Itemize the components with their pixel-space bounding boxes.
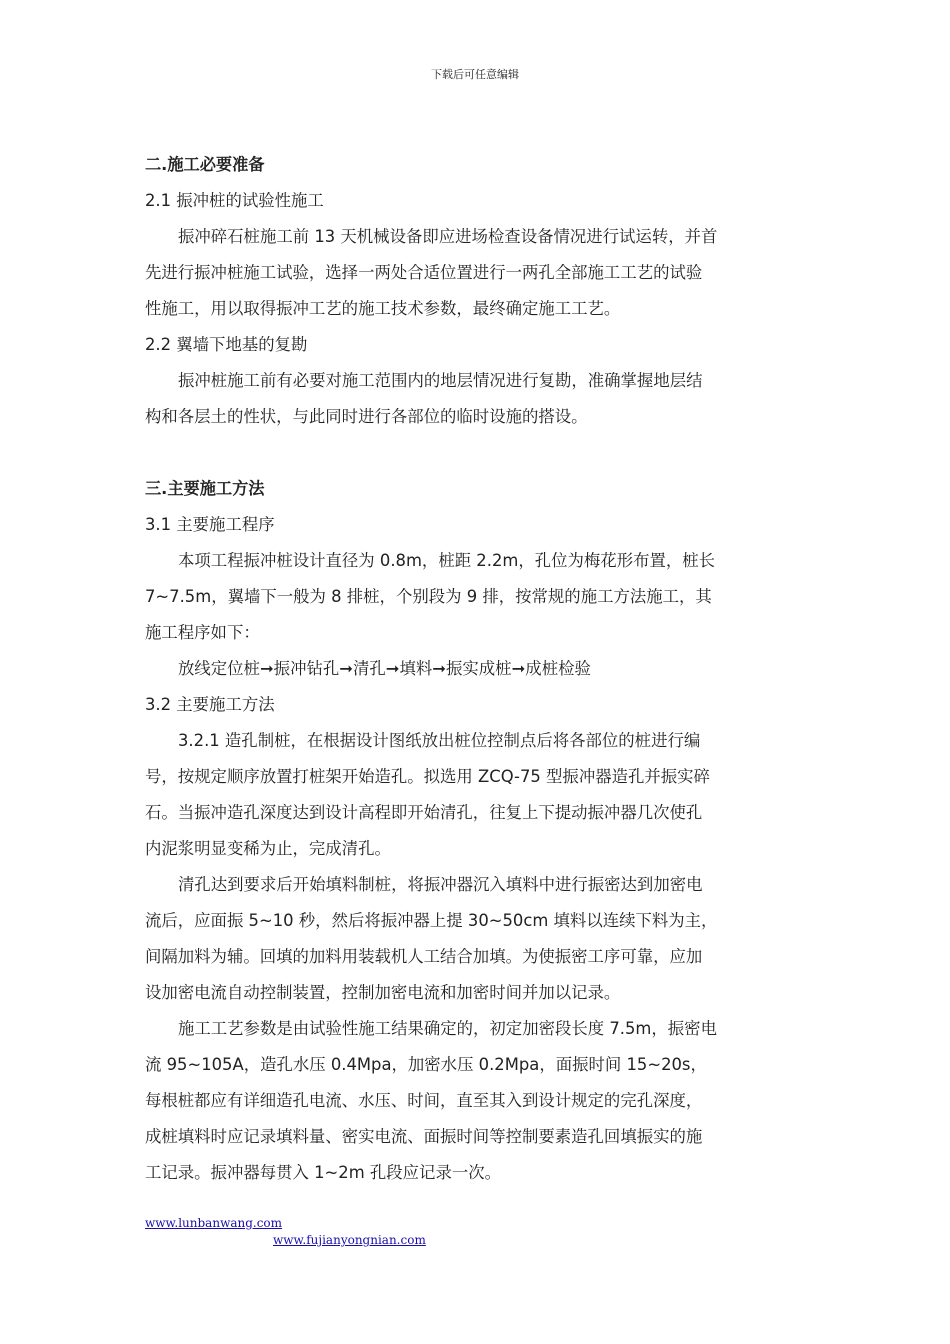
section-3-2-title: 3.2 主要施工方法: [145, 695, 275, 714]
paragraph-line: 7~7.5m，翼墙下一般为 8 排桩，个别段为 9 排，按常规的施工方法施工，其: [145, 587, 712, 606]
process-flow-line: 放线定位桩➞振冲钻孔➞清孔➞填料➞振实成桩➞成桩检验: [178, 659, 591, 678]
paragraph-line: 流后，应面振 5~10 秒，然后将振冲器上提 30~50cm 填料以连续下料为主，: [145, 911, 718, 930]
paragraph-line: 振冲碎石桩施工前 13 天机械设备即应进场检查设备情况进行试运转，并首: [178, 227, 718, 246]
paragraph-line: 性施工，用以取得振冲工艺的施工技术参数，最终确定施工工艺。: [145, 299, 621, 318]
paragraph-line: 设加密电流自动控制装置，控制加密电流和加密时间并加以记录。: [145, 983, 621, 1002]
section-3-title: 三.主要施工方法: [145, 479, 265, 498]
section-3-1-title: 3.1 主要施工程序: [145, 515, 275, 534]
paragraph-line: 号，按规定顺序放置打桩架开始造孔。拟选用 ZCQ-75 型振冲器造孔并振实碎: [145, 767, 710, 786]
paragraph-line: 构和各层土的性状，与此同时进行各部位的临时设施的搭设。: [145, 407, 588, 426]
paragraph-line: 间隔加料为辅。回填的加料用装载机人工结合加填。为使振密工序可靠，应加: [145, 947, 703, 966]
paragraph-line: 流 95~105A，造孔水压 0.4Mpa，加密水压 0.2Mpa，面振时间 15~20s，: [145, 1055, 707, 1074]
paragraph-line: 成桩填料时应记录填料量、密实电流、面振时间等控制要素造孔回填振实的施: [145, 1127, 703, 1146]
paragraph-line: 本项工程振冲桩设计直径为 0.8m，桩距 2.2m，孔位为梅花形布置，桩长: [178, 551, 716, 570]
paragraph-line: 内泥浆明显变稀为止，完成清孔。: [145, 839, 391, 858]
paragraph-line: 每根桩都应有详细造孔电流、水压、时间，直至其入到设计规定的完孔深度，: [145, 1091, 703, 1110]
spacer: [145, 435, 805, 471]
footer-link-lunbanwang[interactable]: www.lunbanwang.com: [145, 1216, 283, 1230]
paragraph-line: 石。当振冲造孔深度达到设计高程即开始清孔，往复上下提动振冲器几次使孔: [145, 803, 703, 822]
paragraph-line: 振冲桩施工前有必要对施工范围内的地层情况进行复勘，准确掌握地层结: [178, 371, 703, 390]
section-2-2-title: 2.2 翼墙下地基的复勘: [145, 335, 308, 354]
paragraph-line: 施工程序如下：: [145, 623, 260, 642]
document-body: [145, 147, 805, 1191]
section-2-1-title: 2.1 振冲桩的试验性施工: [145, 191, 324, 210]
paragraph-line: 先进行振冲桩施工试验，选择一两处合适位置进行一两孔全部施工工艺的试验: [145, 263, 703, 282]
paragraph-line: 清孔达到要求后开始填料制桩，将振冲器沉入填料中进行振密达到加密电: [178, 875, 703, 894]
paragraph-line: 工记录。振冲器每贯入 1~2m 孔段应记录一次。: [145, 1163, 502, 1182]
paragraph-line: 3.2.1 造孔制桩，在根据设计图纸放出桩位控制点后将各部位的桩进行编: [178, 731, 701, 750]
page-header: 下载后可任意编辑: [431, 68, 519, 81]
footer-link-fujianyongnian[interactable]: www.fujianyongnian.com: [273, 1233, 426, 1247]
section-2-title: 二.施工必要准备: [145, 155, 265, 174]
paragraph-line: 施工工艺参数是由试验性施工结果确定的，初定加密段长度 7.5m，振密电: [178, 1019, 717, 1038]
